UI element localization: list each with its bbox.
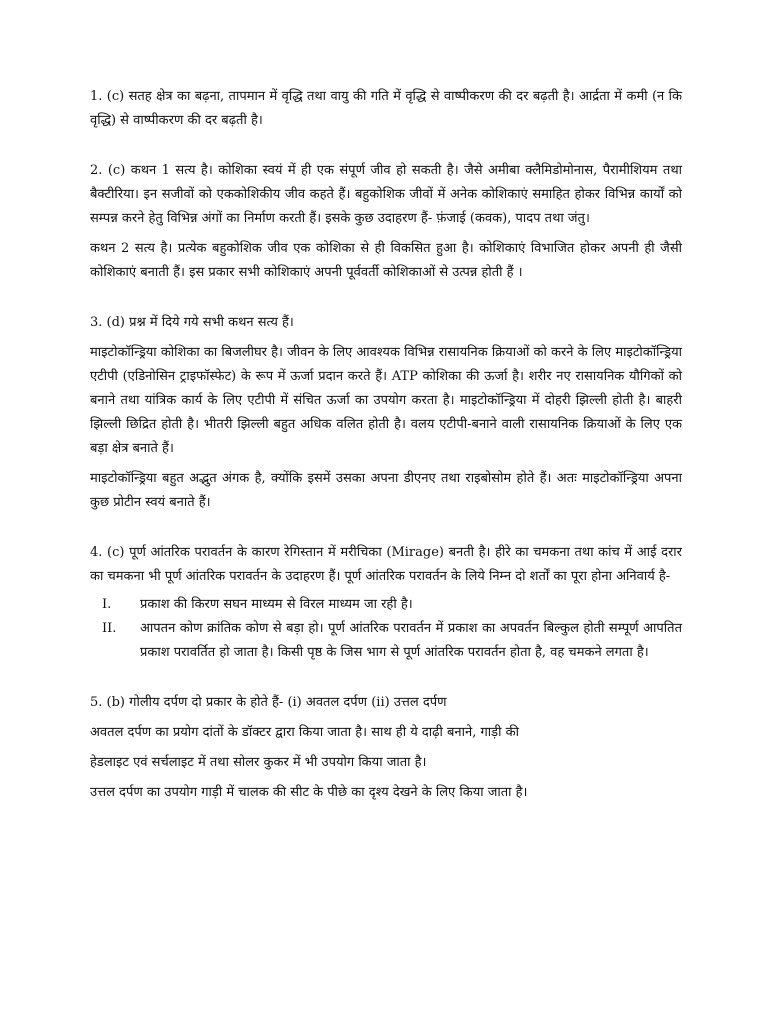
answer-1-text: 1. (c) सतह क्षेत्र का बढ़ना, तापमान में वृद्धि तथा वायु की गति में वृद्धि से वाष्पीकरण की दर बढ़ती है। आर्द्रता में कमी (न कि वृद्धि) से वाष्पीकरण की दर बढ़ती है। [90, 89, 682, 128]
list-marker: II. [102, 621, 117, 636]
answer-5-paragraph-4: उत्तल दर्पण का उपयोग गाड़ी में चालक की सीट के पीछे का दृश्य देखने के लिए किया जाता है। [90, 785, 528, 800]
answer-5-paragraph-3: हेडलाइट एवं सर्चलाइट में तथा सोलर कुकर में भी उपयोग किया जाता है। [90, 755, 427, 770]
answer-3-paragraph-1: 3. (d) प्रश्न में दिये गये सभी कथन सत्य हैं। [90, 315, 294, 330]
answer-2-paragraph-2: कथन 2 सत्य है। प्रत्येक बहुकोशिक जीव एक कोशिका से ही विकसित हुआ है। कोशिकाएं विभाजित होकर अपनी ही जैसी कोशिकाएं बनाती हैं। इस प्रकार सभी कोशिकाएं अपनी पूर्ववर्ती कोशिकाओं से उत्पन्न होती हैं । [90, 241, 682, 280]
answer-5-paragraph-1: 5. (b) गोलीय दर्पण दो प्रकार के होते हैं- (i) अवतल दर्पण (ii) उत्तल दर्पण [90, 695, 447, 710]
answer-4-paragraph-1: 4. (c) पूर्ण आंतरिक परावर्तन के कारण रेगिस्तान में मरीचिका (Mirage) बनती है। हीरे का चमकना तथा कांच में आई दरार का चमकना भी पूर्ण आंतरिक परावर्तन के उदाहरण हैं। पूर्ण आंतरिक परावर्तन के लिये निम्न दो शर्तों का पूरा होना अनिवार्य है- [90, 545, 682, 584]
answer-3-paragraph-2: माइटोकॉन्ड्रिया कोशिका का बिजलीघर है। जीवन के लिए आवश्यक विभिन्न रासायनिक क्रियाओं को करने के लिए माइटोकॉन्ड्रिया एटीपी (एडिनोसिन ट्राइफॉस्फेट) के रूप में ऊर्जा प्रदान करते हैं। ATP कोशिका की ऊर्जा है। शरीर नए रासायनिक यौगिकों को बनाने तथा यांत्रिक कार्य के लिए एटीपी में संचित ऊर्जा का उपयोग करता है। माइटोकॉन्ड्रिया में दोहरी झिल्ली होती है। बाहरी झिल्ली छिद्रित होती है। भीतरी झिल्ली बहुत अधिक वलित होती है। वलय एटीपी-बनाने वाली रासायनिक क्रियाओं के लिए एक बड़ा क्षेत्र बनाते हैं। [90, 345, 682, 456]
answer-4-conditions-list [90, 593, 682, 665]
list-item-text: प्रकाश की किरण सघन माध्यम से विरल माध्यम जा रही है। [140, 597, 413, 612]
list-item-text: आपतन कोण क्रांतिक कोण से बड़ा हो। पूर्ण आंतरिक परावर्तन में प्रकाश का अपवर्तन बिल्कुल होती सम्पूर्ण आपतित प्रकाश परावर्तित हो जाता है। किसी पृष्ठ के जिस भाग से पूर्ण आंतरिक परावर्तन होता है, वह चमकने लगता है। [140, 621, 682, 660]
list-marker: I. [102, 597, 112, 612]
list-item [90, 593, 682, 617]
answer-3-paragraph-3: माइटोकॉन्ड्रिया बहुत अद्भुत अंगक है, क्योंकि इसमें उसका अपना डीएनए तथा राइबोसोम होते हैं। अतः माइटोकॉन्ड्रिया अपना कुछ प्रोटीन स्वयं बनाते हैं। [90, 471, 682, 510]
answer-5-paragraph-2: अवतल दर्पण का प्रयोग दांतों के डॉक्टर द्वारा किया जाता है। साथ ही ये दाढ़ी बनाने, गाड़ी की [90, 725, 519, 740]
list-item [90, 617, 682, 665]
answer-2-paragraph-1: 2. (c) कथन 1 सत्य है। कोशिका स्वयं में ही एक संपूर्ण जीव हो सकती है। जैसे अमीबा क्लैमिडोमोनास, पैरामीशियम तथा बैक्टीरिया। इन सजीवों को एककोशिकीय जीव कहते हैं। बहुकोशिक जीवों में अनेक कोशिकाएं समाहित होकर विभिन्न कार्यों को सम्पन्न करने हेतु विभिन्न अंगों का निर्माण करती हैं। इसके कुछ उदाहरण हैं- फ़ंजाई (कवक), पादप तथा जंतु। [90, 163, 682, 226]
